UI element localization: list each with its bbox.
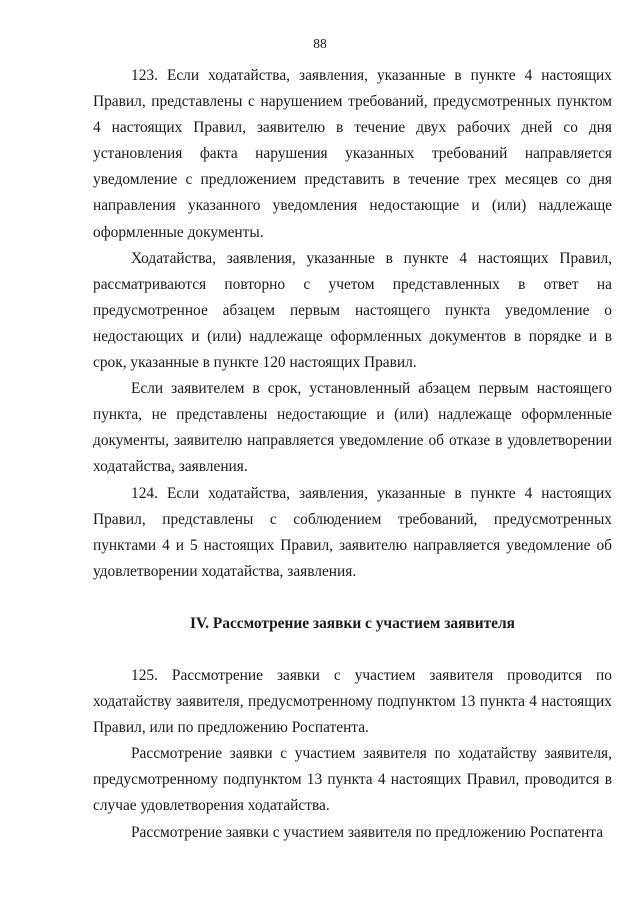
paragraph-124: 124. Если ходатайства, заявления, указанные в пункте 4 настоящих Правил, представлены с соблюдением требований, предусмотренных пунктами 4 и 5 настоящих Правил, заявителю направляется уведомление об удовлетворении ходатайства, заявления. — [93, 484, 612, 580]
paragraph-125: 125. Рассмотрение заявки с участием заявителя проводится по ходатайству заявителя, предусмотренному подпунктом 13 пункта 4 настоящих Правил, или по предложению Роспатента. — [93, 666, 612, 737]
paragraph-125-petition: Рассмотрение заявки с участием заявителя по ходатайству заявителя, предусмотренному подпунктом 13 пункта 4 настоящих Правил, проводится в случае удовлетворения ходатайства. — [93, 745, 612, 815]
page-number: 88 — [313, 36, 327, 51]
paragraph-125-rospatent: Рассмотрение заявки с участием заявителя по предложению Роспатента — [131, 823, 604, 841]
document-body — [93, 63, 612, 846]
paragraph-123-refusal: Если заявителем в срок, установленный абзацем первым настоящего пункта, не представлены недостающие и (или) надлежаще оформленные документы, заявителю направляется уведомление об отказе в удовлетворении ходатайства, заявления. — [93, 380, 612, 476]
paragraph-123-resubmission: Ходатайства, заявления, указанные в пункте 4 настоящих Правил, рассматриваются повторно с учетом представленных в ответ на предусмотренное абзацем первым настоящего пункта уведомление о недостающих и (или) надлежаще оформленных документов в порядке и в срок, указанные в пункте 120 настоящих Правил. — [93, 249, 612, 372]
paragraph-123: 123. Если ходатайства, заявления, указанные в пункте 4 настоящих Правил, представлены с нарушением требований, предусмотренных пунктом 4 настоящих Правил, заявителю в течение двух рабочих дней со дня установления факта нарушения указанных требований направляется уведомление с предложением представить в течение трех месяцев со дня направления указанного уведомления недостающие и (или) надлежаще оформленные документы. — [93, 67, 612, 241]
section-heading: IV. Рассмотрение заявки с участием заявителя — [190, 614, 515, 632]
